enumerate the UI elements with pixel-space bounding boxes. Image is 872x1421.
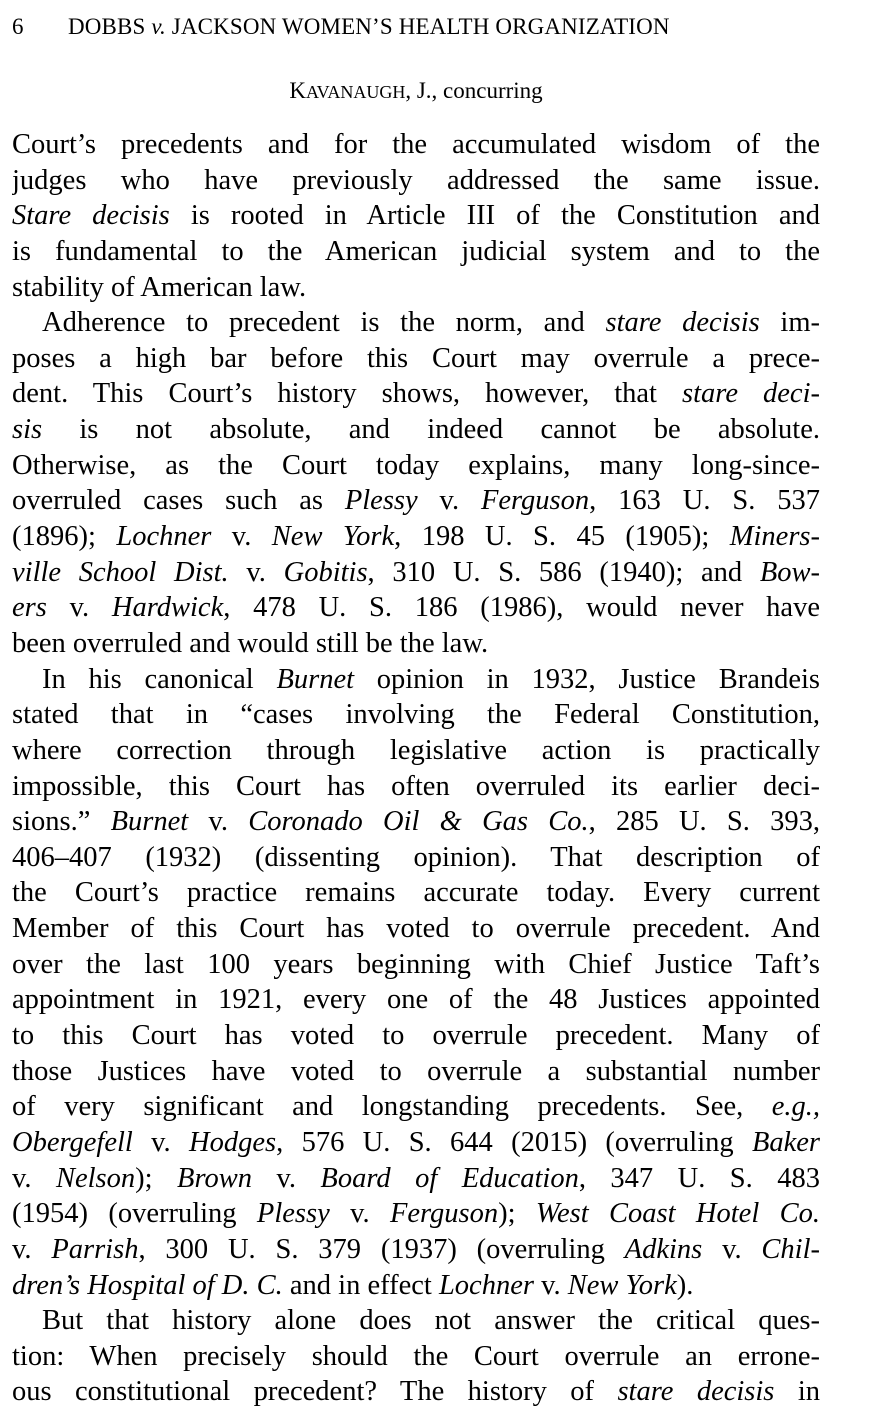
case-title-part: DOBBS [68, 14, 152, 39]
text-run: sions.” [12, 806, 111, 838]
italic-text: Miners- [729, 521, 820, 553]
italic-text: Brown [177, 1162, 252, 1194]
text-run: v. [188, 806, 249, 838]
text-line [12, 1089, 820, 1125]
italic-text: stare deci- [682, 378, 820, 410]
text-run: Court’s precedents and for the accumulated wisdom of the [12, 129, 820, 160]
italic-text: Hardwick [111, 592, 224, 624]
italic-text: e.g., [771, 1091, 820, 1123]
text-line [12, 1018, 820, 1054]
text-line [12, 1339, 820, 1375]
text-line [12, 1268, 820, 1304]
italic-text: stare decisis [605, 307, 760, 339]
text-line [12, 590, 820, 626]
text-line [12, 1232, 820, 1268]
italic-text: Ferguson [480, 485, 590, 517]
justice-name-initial: K [289, 78, 306, 103]
text-run: ); [135, 1162, 178, 1194]
italic-text: Adkins [624, 1233, 703, 1265]
italic-text: Coronado Oil & Gas Co. [248, 806, 589, 838]
italic-text: Ferguson [389, 1198, 499, 1230]
text-line [12, 519, 820, 555]
text-run: poses a high bar before this Court may overrule a prece- [12, 342, 820, 374]
text-line [12, 305, 820, 341]
text-run: , 310 U. S. 586 (1940); and [367, 556, 760, 588]
text-run: (1954) (overruling [12, 1198, 257, 1230]
text-line [12, 875, 820, 911]
text-run: im- [759, 307, 820, 339]
italic-text: Obergefell [12, 1126, 133, 1158]
italic-text: Burnet [276, 663, 355, 695]
text-run: is not absolute, and indeed cannot be absolute. [42, 414, 820, 446]
case-title-versus: v. [151, 14, 166, 39]
text-run: over the last 100 years beginning with Chief Justice Taft’s [12, 948, 820, 980]
text-run: v. [12, 1162, 56, 1194]
justice-name-rest: AVANAUGH [305, 82, 406, 102]
text-line [12, 234, 820, 270]
text-line [12, 840, 820, 876]
text-line [12, 1054, 820, 1090]
text-run: (1896); [12, 521, 117, 553]
text-run: the Court’s practice remains accurate today. Every current [12, 877, 820, 909]
text-line [12, 270, 820, 306]
text-line [12, 483, 820, 519]
text-run: 406–407 (1932) (dissenting opinion). That description of [12, 841, 820, 873]
text-line [12, 769, 820, 805]
text-run: v. [12, 1233, 52, 1265]
text-run: Member of this Court has voted to overrule precedent. And [12, 913, 820, 945]
text-line [12, 1125, 820, 1161]
text-run: v. [228, 556, 284, 588]
italic-text: New York [271, 521, 395, 553]
text-line [12, 1161, 820, 1197]
text-run: impossible, this Court has often overruled its earlier deci- [12, 770, 820, 802]
text-run: , 285 U. S. 393, [588, 806, 820, 838]
text-run: v. [251, 1162, 321, 1194]
italic-text: Lochner [438, 1269, 534, 1301]
text-run: in [774, 1376, 820, 1408]
text-line [12, 448, 820, 484]
text-run: appointment in 1921, every one of the 48 Justices appointed [12, 984, 820, 1016]
text-line [12, 198, 820, 234]
text-run: stated that in “cases involving the Federal Constitution, [12, 699, 820, 731]
text-run: those Justices have voted to overrule a substantial number [12, 1055, 820, 1087]
text-run: v. [329, 1198, 390, 1230]
italic-text: Gobitis [283, 556, 368, 588]
italic-text: Nelson [55, 1162, 136, 1194]
text-line [12, 341, 820, 377]
text-line [12, 662, 820, 698]
text-run: , 300 U. S. 379 (1937) (overruling [138, 1233, 625, 1265]
text-run: stability of American law. [12, 271, 307, 303]
text-run: , 478 U. S. 186 (1986), would never have [223, 592, 820, 624]
case-title-part: JACKSON WOMEN’S HEALTH ORGANIZATION [165, 14, 670, 39]
text-run: v. [46, 592, 112, 624]
text-run: where correction through legislative action is practically [12, 734, 820, 766]
text-line [12, 412, 820, 448]
italic-text: Plessy [344, 485, 418, 517]
italic-text: Burnet [110, 806, 189, 838]
text-run: But that history alone does not answer the critical ques- [42, 1305, 820, 1337]
text-run: dent. This Court’s history shows, however, that [12, 378, 683, 410]
italic-text: Hodges [189, 1126, 277, 1158]
italic-text: Board of Education [320, 1162, 579, 1194]
text-line [12, 733, 820, 769]
opinion-label [0, 76, 832, 107]
text-run: judges who have previously addressed the same issue. [12, 164, 820, 196]
text-line [12, 555, 820, 591]
italic-text: sis [12, 414, 43, 446]
text-line [12, 947, 820, 983]
page-number: 6 [12, 14, 24, 39]
text-run: ); [498, 1198, 536, 1230]
running-head [12, 12, 820, 42]
italic-text: dren’s Hospital of D. C. [12, 1269, 283, 1301]
text-run: and in effect [282, 1269, 439, 1301]
text-run: Otherwise, as the Court today explains, many long-since- [12, 449, 820, 481]
text-run: v. [132, 1126, 190, 1158]
italic-text: West Coast Hotel Co. [535, 1198, 820, 1230]
italic-text: New York [567, 1269, 677, 1301]
text-run: v. [417, 485, 481, 517]
italic-text: Baker [751, 1126, 820, 1158]
italic-text: Bow- [759, 556, 820, 588]
text-run: , 198 U. S. 45 (1905); [394, 521, 730, 553]
italic-text: stare decisis [617, 1376, 775, 1408]
text-line [12, 626, 820, 662]
italic-text: ers [12, 592, 47, 624]
text-run: is fundamental to the American judicial system and to the [12, 235, 820, 267]
text-line [12, 982, 820, 1018]
text-line [12, 1374, 820, 1410]
text-line [12, 1196, 820, 1232]
italic-text: Lochner [116, 521, 212, 553]
text-line [12, 1303, 820, 1339]
text-run: , 163 U. S. 537 [589, 485, 820, 517]
text-line [12, 697, 820, 733]
text-run: is rooted in Article III of the Constitution and [169, 200, 820, 232]
text-line [12, 911, 820, 947]
text-line [12, 804, 820, 840]
text-line [12, 376, 820, 412]
opinion-type: , J., concurring [405, 78, 543, 103]
text-run: opinion in 1932, Justice Brandeis [354, 663, 820, 695]
text-run: to this Court has voted to overrule precedent. Many of [12, 1020, 820, 1052]
text-run: of very significant and longstanding precedents. See, [12, 1091, 772, 1123]
text-run: v. [702, 1233, 762, 1265]
italic-text: Plessy [256, 1198, 330, 1230]
opinion-body [12, 127, 820, 1410]
text-run: been overruled and would still be the law. [12, 627, 489, 659]
italic-text: Chil- [761, 1233, 820, 1265]
italic-text: Parrish [51, 1233, 139, 1265]
text-line [12, 163, 820, 199]
italic-text: ville School Dist. [12, 556, 229, 588]
case-title [68, 12, 670, 42]
text-line [12, 127, 820, 163]
text-run: overruled cases such as [12, 485, 345, 517]
italic-text: Stare decisis [12, 200, 170, 232]
text-run: , 576 U. S. 644 (2015) (overruling [276, 1126, 752, 1158]
text-run: v. [533, 1269, 568, 1301]
text-run: tion: When precisely should the Court overrule an errone- [12, 1340, 820, 1372]
text-run: v. [211, 521, 272, 553]
text-run: In his canonical [42, 663, 277, 695]
text-run: Adherence to precedent is the norm, and [42, 307, 606, 339]
text-run: ous constitutional precedent? The history of [12, 1376, 618, 1408]
text-run: , 347 U. S. 483 [578, 1162, 820, 1194]
text-run: ). [676, 1269, 694, 1301]
